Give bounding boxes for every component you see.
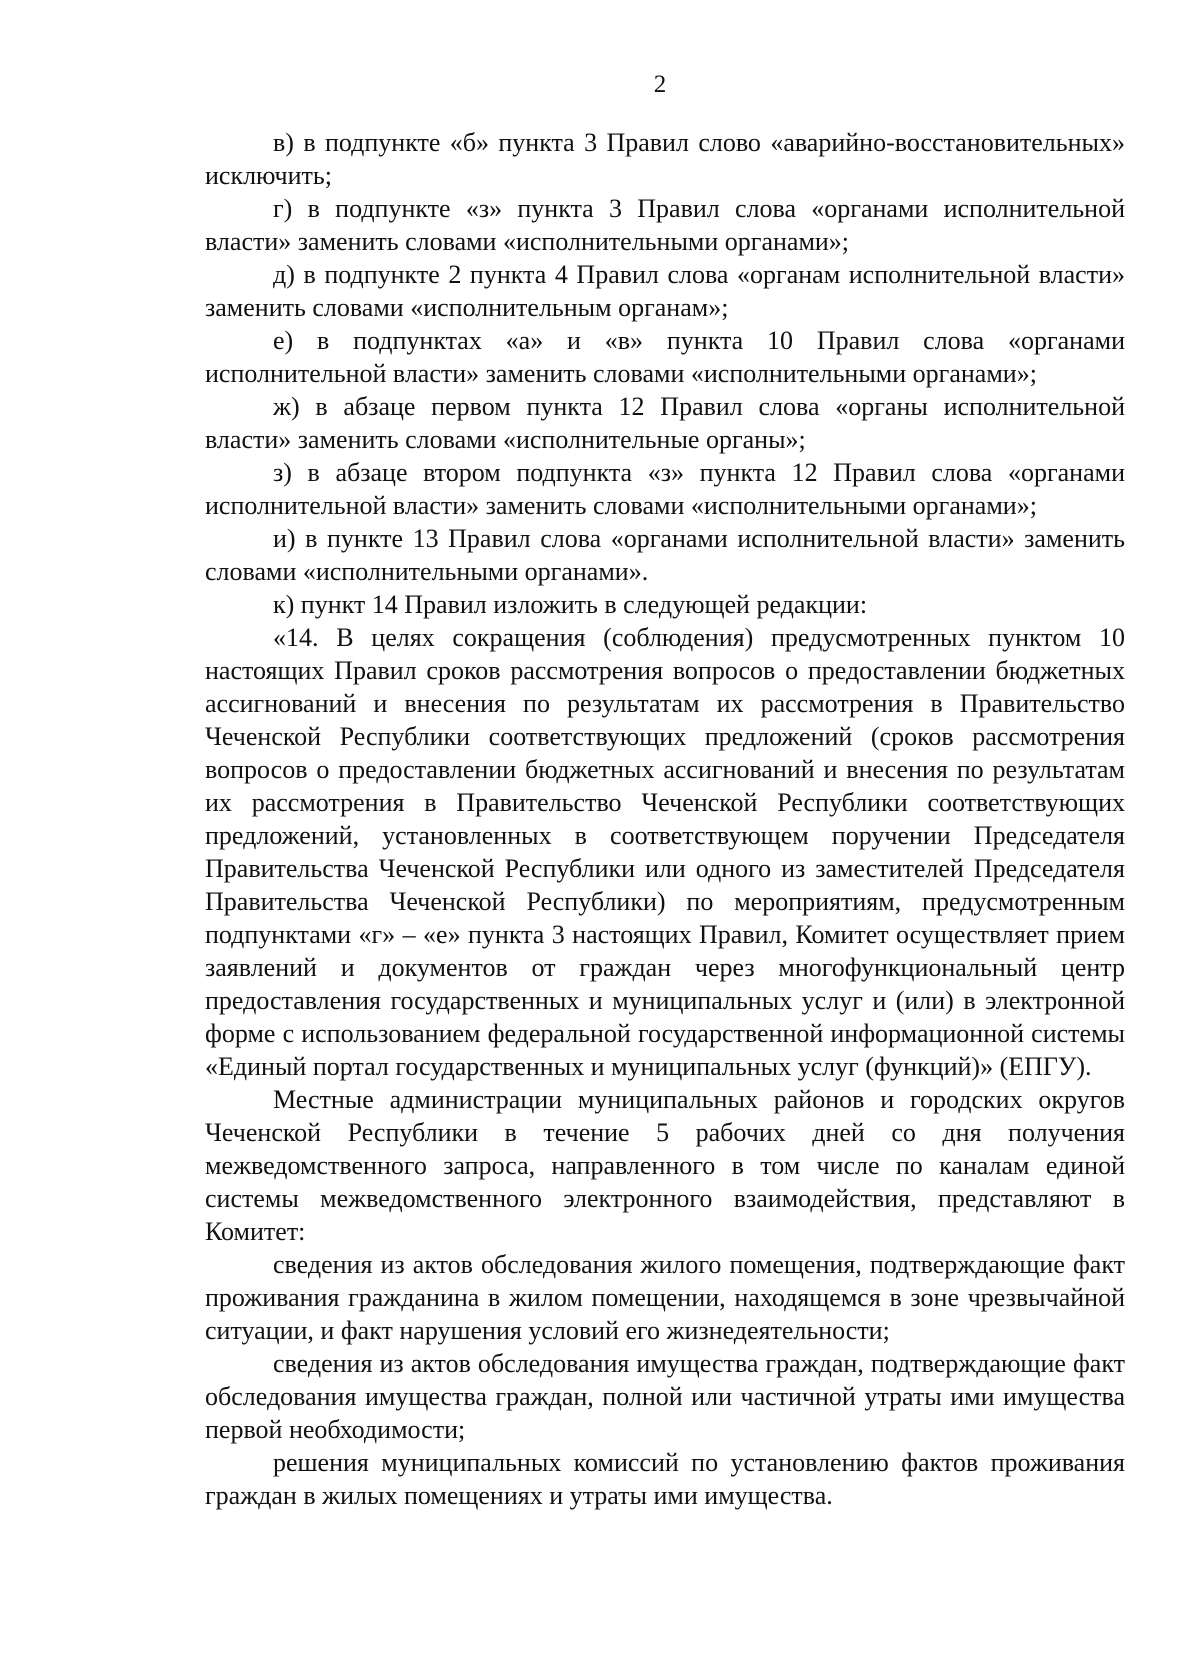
- paragraph-housing-inspection: сведения из актов обследования жилого помещения, подтверждающие факт проживания гражданина в жилом помещении, находящемся в зоне чрезвычайной ситуации, и факт нарушения условий его жизнедеятельности;: [205, 1250, 1125, 1345]
- paragraph-z: з) в абзаце втором подпункта «з» пункта 12 Правил слова «органами исполнительной власти» заменить словами «исполнительными органами»;: [205, 458, 1125, 520]
- document-body: [205, 126, 1125, 1512]
- paragraph-d: д) в подпункте 2 пункта 4 Правил слова «органам исполнительной власти» заменить словами «исполнительным органам»;: [205, 260, 1125, 322]
- paragraph-zh: ж) в абзаце первом пункта 12 Правил слова «органы исполнительной власти» заменить словами «исполнительные органы»;: [205, 392, 1125, 454]
- paragraph-property-inspection: сведения из актов обследования имущества граждан, подтверждающие факт обследования имущества граждан, полной или частичной утраты ими имущества первой необходимости;: [205, 1349, 1125, 1444]
- paragraph-i: и) в пункте 13 Правил слова «органами исполнительной власти» заменить словами «исполнительными органами».: [205, 524, 1125, 586]
- paragraph-v: в) в подпункте «б» пункта 3 Правил слово «аварийно-восстановительных» исключить;: [205, 128, 1125, 190]
- paragraph-commission-decisions: решения муниципальных комиссий по установлению фактов проживания граждан в жилых помещениях и утраты ими имущества.: [205, 1448, 1125, 1510]
- paragraph-local-administrations: Местные администрации муниципальных районов и городских округов Чеченской Республики в течение 5 рабочих дней со дня получения межведомственного запроса, направленного в том числе по каналам единой системы межведомственного электронного взаимодействия, представляют в Комитет:: [205, 1085, 1125, 1246]
- paragraph-e: е) в подпунктах «а» и «в» пункта 10 Правил слова «органами исполнительной власти» заменить словами «исполнительными органами»;: [205, 326, 1125, 388]
- paragraph-g: г) в подпункте «з» пункта 3 Правил слова «органами исполнительной власти» заменить словами «исполнительными органами»;: [205, 194, 1125, 256]
- paragraph-point-14: «14. В целях сокращения (соблюдения) предусмотренных пунктом 10 настоящих Правил сроков рассмотрения вопросов о предоставлении бюджетных ассигнований и внесения по результатам их рассмотрения в Правительство Чеченской Республики соответствующих предложений (сроков рассмотрения вопросов о предоставлении бюджетных ассигнований и внесения по результатам их рассмотрения в Правительство Чеченской Республики соответствующих предложений, установленных в соответствующем поручении Председателя Правительства Чеченской Республики или одного из заместителей Председателя Правительства Чеченской Республики) по мероприятиям, предусмотренным подпунктами «г» – «е» пункта 3 настоящих Правил, Комитет осуществляет прием заявлений и документов от граждан через многофункциональный центр предоставления государственных и муниципальных услуг и (или) в электронной форме с использованием федеральной государственной информационной системы «Единый портал государственных и муниципальных услуг (функций)» (ЕПГУ).: [205, 623, 1125, 1081]
- paragraph-k: к) пункт 14 Правил изложить в следующей редакции:: [273, 590, 868, 619]
- page-number: 2: [653, 71, 667, 98]
